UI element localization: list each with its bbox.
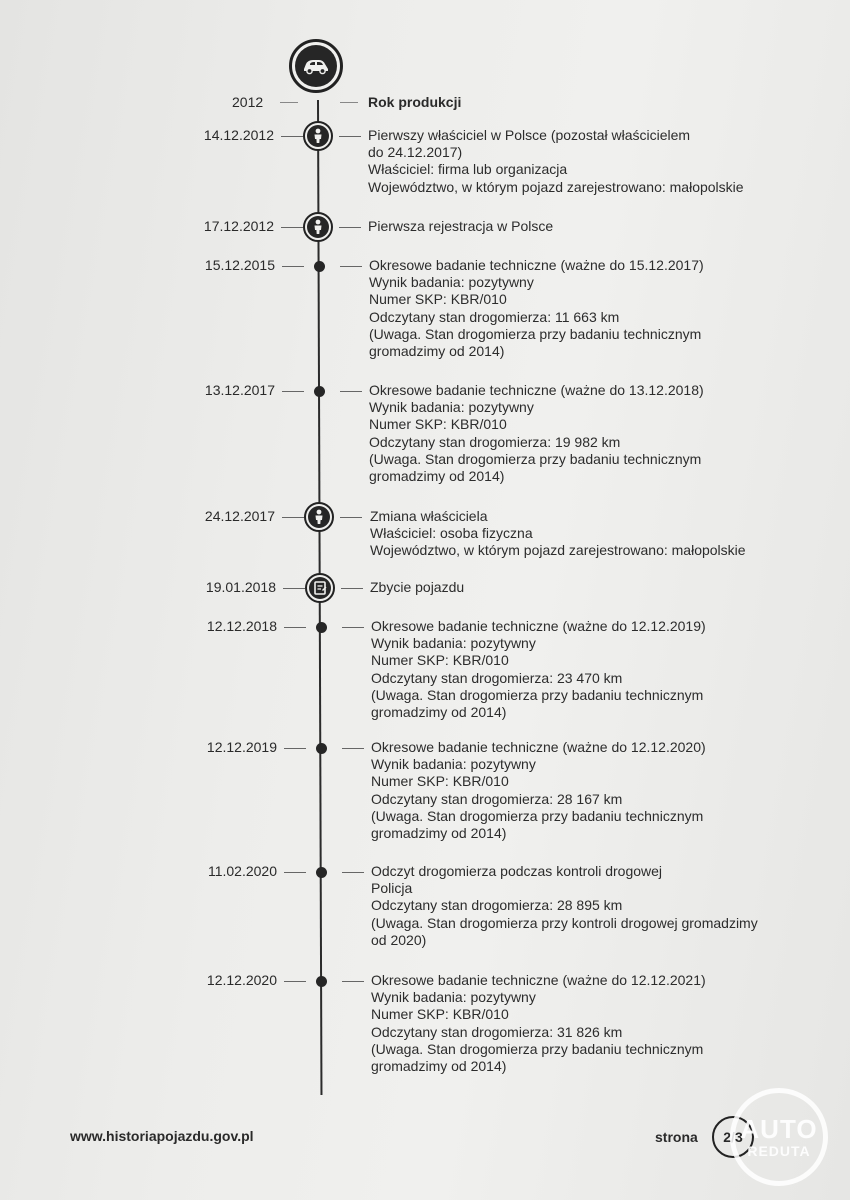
event-date: 17.12.2012 xyxy=(203,218,274,234)
timeline-dot xyxy=(314,261,325,272)
event-line: gromadzimy od 2014) xyxy=(371,1058,507,1075)
event-line: do 24.12.2017) xyxy=(368,144,463,161)
event-line: Województwo, w którym pojazd zarejestrowano: małopolskie xyxy=(370,542,746,559)
event-date: 14.12.2012 xyxy=(203,127,274,143)
event-line: Właściciel: osoba fizyczna xyxy=(370,525,533,542)
event-line: gromadzimy od 2014) xyxy=(371,825,507,842)
event-line: Okresowe badanie techniczne (ważne do 12.12.2021) xyxy=(371,972,706,988)
event-description xyxy=(369,382,704,485)
event-line: Odczytany stan drogomierza: 28 167 km xyxy=(371,790,623,807)
event-line: Wynik badania: pozytywny xyxy=(371,756,536,773)
person-icon xyxy=(303,212,333,242)
event-description xyxy=(371,618,706,721)
event-date: 24.12.2017 xyxy=(204,508,275,524)
event-line: Policja xyxy=(371,880,413,897)
footer-url[interactable]: www.historiapojazdu.gov.pl xyxy=(70,1128,254,1144)
page-number: 2/3 xyxy=(712,1116,754,1158)
event-date: 19.01.2018 xyxy=(205,579,276,595)
event-line: Numer SKP: KBR/010 xyxy=(371,1006,509,1023)
event-line: Numer SKP: KBR/010 xyxy=(371,773,509,790)
event-description xyxy=(371,739,706,842)
event-description xyxy=(370,579,464,596)
event-line: Pierwszy właściciel w Polsce (pozostał właścicielem xyxy=(368,127,691,143)
event-line: Odczytany stan drogomierza: 11 663 km xyxy=(369,308,620,325)
event-line: (Uwaga. Stan drogomierza przy badaniu technicznym xyxy=(371,807,704,824)
event-line: Zbycie pojazdu xyxy=(370,579,465,595)
event-line: Numer SKP: KBR/010 xyxy=(371,652,509,669)
event-description xyxy=(368,218,553,235)
event-line: gromadzimy od 2014) xyxy=(369,343,505,360)
event-line: Numer SKP: KBR/010 xyxy=(369,416,507,433)
timeline-dot xyxy=(316,622,327,633)
event-line: Odczytany stan drogomierza: 23 470 km xyxy=(371,669,623,686)
event-line: Wynik badania: pozytywny xyxy=(369,399,534,416)
event-line: Odczytany stan drogomierza: 31 826 km xyxy=(371,1023,623,1040)
event-date: 11.02.2020 xyxy=(207,863,277,879)
event-line: od 2020) xyxy=(371,931,427,948)
event-description xyxy=(370,508,746,560)
timeline-dot xyxy=(316,976,327,987)
event-line: (Uwaga. Stan drogomierza przy kontroli drogowej gromadzimy xyxy=(371,914,758,931)
car-icon xyxy=(289,39,343,93)
event-line: gromadzimy od 2014) xyxy=(371,704,507,721)
watermark-line1: AUTO xyxy=(740,1114,818,1144)
event-line: Wynik badania: pozytywny xyxy=(371,989,536,1006)
event-line: Odczytany stan drogomierza: 19 982 km xyxy=(369,433,621,450)
event-line: Okresowe badanie techniczne (ważne do 12.12.2019) xyxy=(371,618,706,634)
event-description xyxy=(371,972,706,1075)
event-line: Odczytany stan drogomierza: 28 895 km xyxy=(371,897,623,914)
event-date: 12.12.2020 xyxy=(206,972,277,988)
event-line: Odczyt drogomierza podczas kontroli drogowej xyxy=(371,863,663,879)
person-icon xyxy=(303,121,333,151)
event-line: (Uwaga. Stan drogomierza przy badaniu technicznym xyxy=(369,450,702,467)
event-line: (Uwaga. Stan drogomierza przy badaniu technicznym xyxy=(371,686,704,703)
event-description xyxy=(371,863,758,949)
timeline-dot xyxy=(314,386,325,397)
event-line: gromadzimy od 2014) xyxy=(369,468,505,485)
production-label: Rok produkcji xyxy=(368,94,462,110)
timeline-dot xyxy=(316,867,327,878)
event-line: (Uwaga. Stan drogomierza przy badaniu technicznym xyxy=(371,1040,704,1057)
event-line: Wynik badania: pozytywny xyxy=(371,635,536,652)
event-date: 12.12.2019 xyxy=(206,739,277,755)
watermark-logo xyxy=(730,1088,828,1186)
event-line: Województwo, w którym pojazd zarejestrowano: małopolskie xyxy=(368,178,744,195)
event-line: Okresowe badanie techniczne (ważne do 15.12.2017) xyxy=(369,257,704,273)
event-line: (Uwaga. Stan drogomierza przy badaniu technicznym xyxy=(369,325,702,342)
event-line: Zmiana właściciela xyxy=(370,508,488,524)
event-line: Numer SKP: KBR/010 xyxy=(369,291,507,308)
production-year: 2012 xyxy=(232,94,264,110)
event-description xyxy=(368,127,744,196)
document-icon xyxy=(305,573,335,603)
event-line: Wynik badania: pozytywny xyxy=(369,274,534,291)
event-description xyxy=(369,257,704,360)
page-label: strona xyxy=(655,1129,698,1145)
event-line: Okresowe badanie techniczne (ważne do 13.12.2018) xyxy=(369,382,704,398)
event-line: Właściciel: firma lub organizacja xyxy=(368,161,568,178)
event-date: 12.12.2018 xyxy=(206,618,277,634)
watermark-line2: REDUTA xyxy=(747,1143,811,1159)
event-date: 15.12.2015 xyxy=(204,257,275,273)
event-line: Pierwsza rejestracja w Polsce xyxy=(368,218,554,234)
timeline-dot xyxy=(316,743,327,754)
event-date: 13.12.2017 xyxy=(204,382,275,398)
person-icon xyxy=(304,502,334,532)
event-line: Okresowe badanie techniczne (ważne do 12.12.2020) xyxy=(371,739,706,755)
